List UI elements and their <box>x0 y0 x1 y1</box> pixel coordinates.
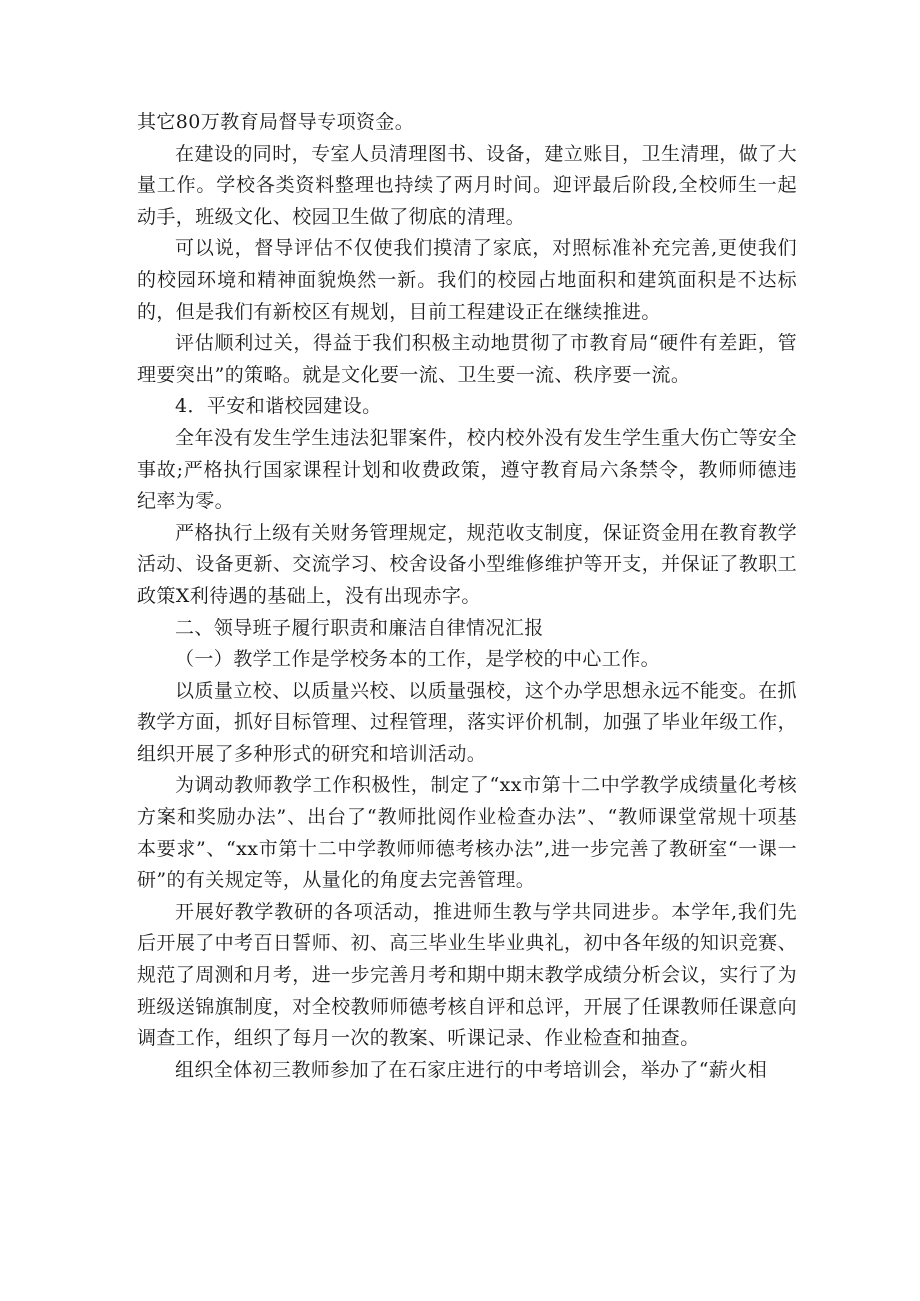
paragraph-training-meeting: 组织全体初三教师参加了在石家庄进行的中考培训会，举办了“薪火相 <box>175 1058 768 1081</box>
section-heading-safe-campus: 4．平安和谐校园建设。 <box>175 395 382 418</box>
paragraph-incentive-policies: 为调动教师教学工作积极性，制定了“xx市第十二中学教学成绩量化考核方案和奖励办法”、出台了“教师批阅作业检查办法”、“教师课堂常规十项基本要求”、“xx市第十二中学教师师德考核办法”,进一步完善了教研室“一课一研”的有关规定等，从量化的角度去完善管理。 <box>137 774 797 892</box>
section-heading-leadership: 二、领导班子履行职责和廉洁自律情况汇报 <box>175 616 544 639</box>
paragraph-finance-management: 严格执行上级有关财务管理规定，规范收支制度，保证资金用在教育教学活动、设备更新、交流学习、校舍设备小型维修维护等开支，并保证了教职工政策X利待遇的基础上，没有出现赤字。 <box>137 521 797 607</box>
paragraph-continuation: 其它80万教育局督导专项资金。 <box>137 111 415 133</box>
paragraph-safety-record: 全年没有发生学生违法犯罪案件，校内校外没有发生学生重大伤亡等安全事故;严格执行国家课程计划和收费政策，遵守教育局六条禁令，教师师德违纪率为零。 <box>137 426 797 513</box>
paragraph-evaluation-results: 可以说，督导评估不仅使我们摸清了家底，对照标准补充完善,更使我们的校园环境和精神面貌焕然一新。我们的校园占地面积和建筑面积是不达标的，但是我们有新校区有规划，目前工程建设正在继续推进。 <box>137 237 797 323</box>
paragraph-evaluation-strategy: 评估顺利过关，得益于我们积极主动地贯彻了市教育局“硬件有差距，管理要突出”的策略。就是文化要一流、卫生要一流、秩序要一流。 <box>137 332 797 386</box>
subsection-heading-teaching: （一）教学工作是学校务本的工作，是学校的中心工作。 <box>175 648 661 671</box>
document-body <box>137 107 797 1086</box>
paragraph-quality-philosophy: 以质量立校、以质量兴校、以质量强校，这个办学思想永远不能变。在抓教学方面，抓好目标管理、过程管理，落实评价机制，加强了毕业年级工作，组织开展了多种形式的研究和培训活动。 <box>137 679 797 765</box>
paragraph-construction-cleanup: 在建设的同时，专室人员清理图书、设备，建立账目，卫生清理，做了大量工作。学校各类资料整理也持续了两月时间。迎评最后阶段,全校师生一起动手，班级文化、校园卫生做了彻底的清理。 <box>137 142 797 228</box>
paragraph-teaching-activities: 开展好教学教研的各项活动，推进师生教与学共同进步。本学年,我们先后开展了中考百日誓师、初、高三毕业生毕业典礼，初中各年级的知识竞赛、规范了周测和月考，进一步完善月考和期中期末教学成绩分析会议，实行了为班级送锦旗制度，对全校教师师德考核自评和总评，开展了任课教师任课意向调查工作，组织了每月一次的教案、听课记录、作业检查和抽查。 <box>137 900 797 1050</box>
